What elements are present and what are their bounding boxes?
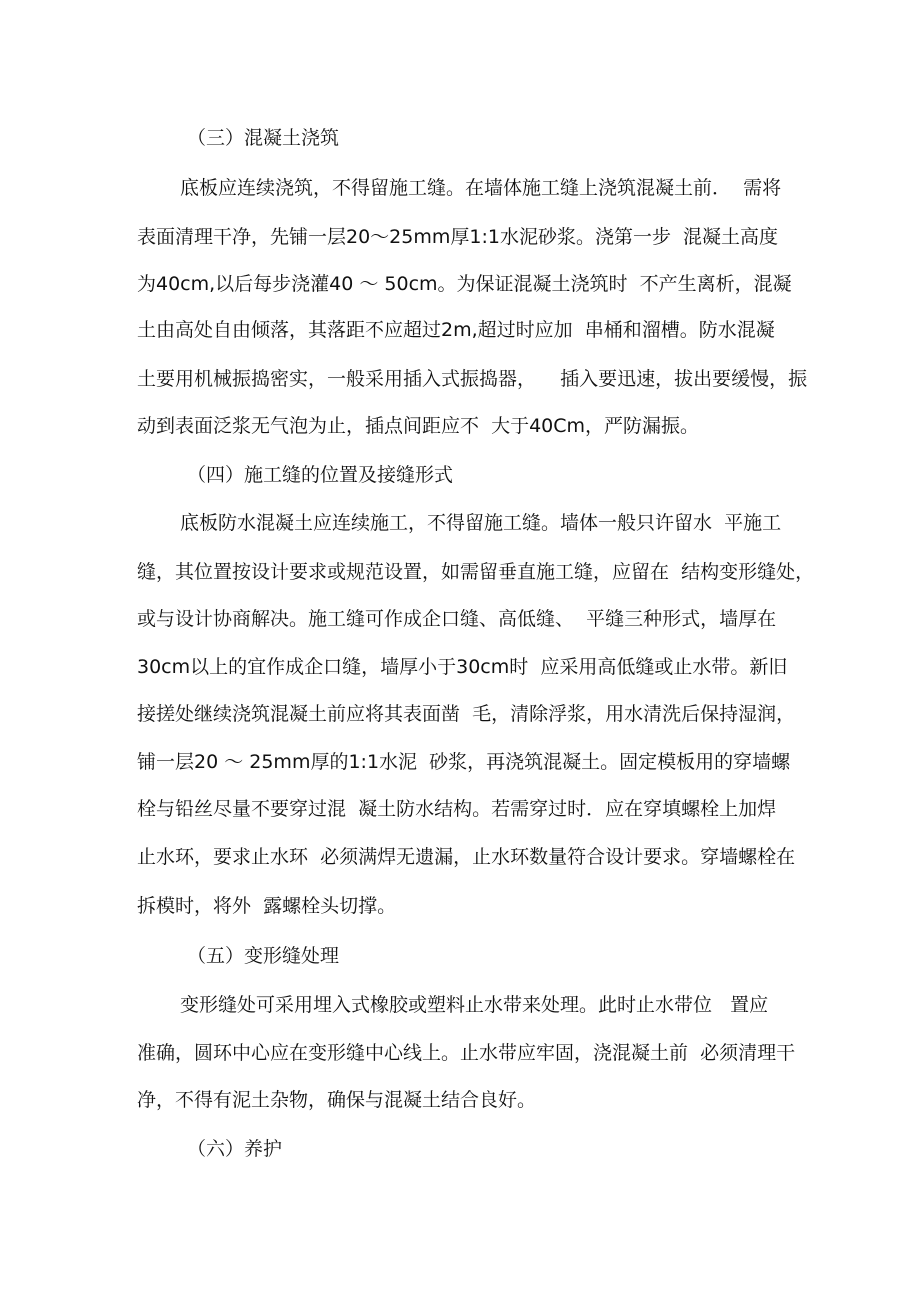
paragraph-line: 为40cm,以后每步浇灌40 ～ 50cm。为保证混凝土浇筑时 不产生离析，混凝	[137, 273, 792, 295]
section-heading: （五）变形缝处理	[187, 945, 340, 967]
paragraph-line: 接搓处继续浇筑混凝土前应将其表面凿 毛，清除浮浆，用水清洗后保持湿润，	[137, 703, 796, 725]
section-heading: （六）养护	[187, 1138, 283, 1160]
paragraph-line: 铺一层20 ～ 25mm厚的1:1水泥 砂浆，再浇筑混凝土。固定模板用的穿墙螺	[137, 751, 791, 773]
paragraph-line: 底板防水混凝土应连续施工，不得留施工缝。墙体一般只许留水 平施工	[180, 512, 782, 534]
paragraph-line: 准确，圆环中心应在变形缝中心线上。止水带应牢固，浇混凝土前 必须清理干	[137, 1042, 796, 1064]
paragraph-line: 净，不得有泥土杂物，确保与混凝土结合良好。	[137, 1089, 537, 1111]
paragraph-line: 土由高处自由倾落，其落距不应超过2m,超过时应加 串桶和溜槽。防水混凝	[137, 319, 775, 341]
paragraph-line: 栓与铅丝尽量不要穿过混 凝土防水结构。若需穿过时．应在穿填螺栓上加焊	[137, 798, 777, 820]
paragraph-line: 止水环，要求止水环 必须满焊无遗漏，止水环数量符合设计要求。穿墙螺栓在	[137, 846, 796, 868]
paragraph-line: 动到表面泛浆无气泡为止，插点间距应不 大于40Cm，严防漏振。	[137, 415, 700, 437]
paragraph-line: 拆模时，将外 露螺栓头切撑。	[137, 895, 397, 917]
section-heading: （四）施工缝的位置及接缝形式	[187, 464, 454, 486]
paragraph-line: 30cm以上的宜作成企口缝，墙厚小于30cm时 应采用高低缝或止水带。新旧	[137, 656, 788, 678]
section-heading: （三）混凝土浇筑	[187, 127, 340, 149]
paragraph-line: 土要用机械振捣密实，一般采用插入式振捣器， 插入要迅速，拔出要缓慢，振	[137, 368, 808, 390]
paragraph-line: 变形缝处可采用埋入式橡胶或塑料止水带来处理。此时止水带位 置应	[180, 994, 769, 1016]
paragraph-line: 底板应连续浇筑，不得留施工缝。在墙体施工缝上浇筑混凝土前． 需将	[180, 177, 782, 199]
paragraph-line: 缝，其位置按设计要求或规范设置，如需留垂直施工缝，应留在 结构变形缝处，	[137, 561, 815, 583]
paragraph-line: 或与设计协商解决。施工缝可作成企口缝、高低缝、 平缝三种形式，墙厚在	[137, 608, 777, 630]
paragraph-line: 表面清理干净，先铺一层20～25mm厚1:1水泥砂浆。浇第一步 混凝土高度	[137, 226, 779, 248]
